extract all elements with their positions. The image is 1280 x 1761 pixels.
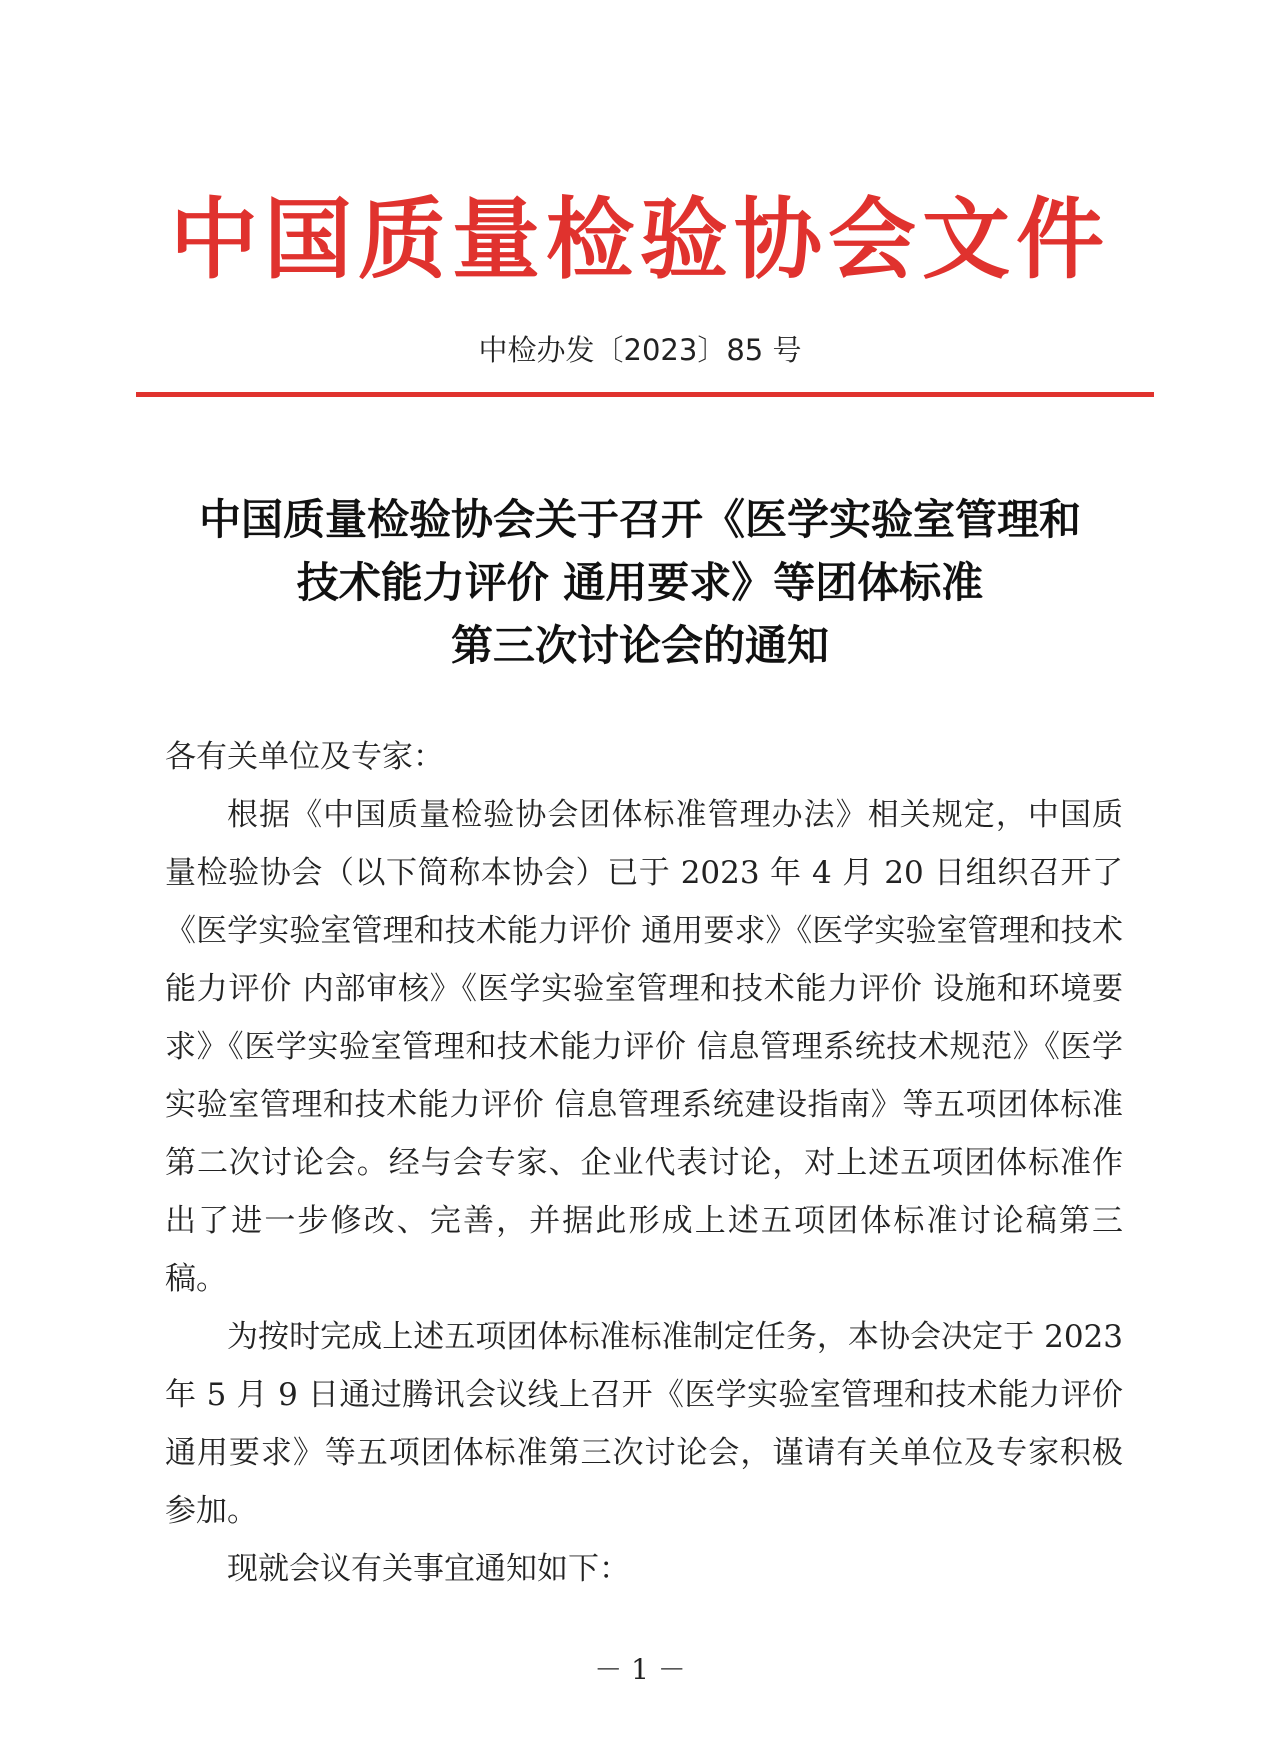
notice-title (150, 488, 1130, 677)
document-number: 中检办发〔2023〕85 号 (478, 333, 802, 367)
salutation: 各有关单位及专家： (165, 739, 444, 775)
notice-body (165, 728, 1123, 1598)
body-paragraph-2: 为按时完成上述五项团体标准标准制定任务，本协会决定于 2023 年 5 月 9 日通过腾讯会议线上召开《医学实验室管理和技术能力评价 通用要求》等五项团体标准第三次讨论会，谨请有关单位及专家积极参加。 (165, 1319, 1123, 1529)
notice-title-line-1: 中国质量检验协会关于召开《医学实验室管理和 (198, 495, 1081, 544)
notice-title-line-3: 第三次讨论会的通知 (450, 621, 829, 670)
page-number: － 1 － (594, 1653, 686, 1686)
body-paragraph-1: 根据《中国质量检验协会团体标准管理办法》相关规定，中国质量检验协会（以下简称本协会）已于 2023 年 4 月 20 日组织召开了《医学实验室管理和技术能力评价 通用要求》《医学实验室管理和技术能力评价 内部审核》《医学实验室管理和技术能力评价 设施和环境要求》《医学实验室管理和技术能力评价 信息管理系统技术规范》《医学实验室管理和技术能力评价 信息管理系统建设指南》等五项团体标准第二次讨论会。经与会专家、企业代表讨论，对上述五项团体标准作出了进一步修改、完善，并据此形成上述五项团体标准讨论稿第三稿。 (165, 797, 1123, 1297)
red-divider-line (136, 392, 1154, 397)
notice-title-line-2: 技术能力评价 通用要求》等团体标准 (296, 558, 984, 607)
masthead-title: 中国质量检验协会文件 (169, 188, 1110, 291)
body-paragraph-3: 现就会议有关事宜通知如下： (227, 1551, 630, 1587)
